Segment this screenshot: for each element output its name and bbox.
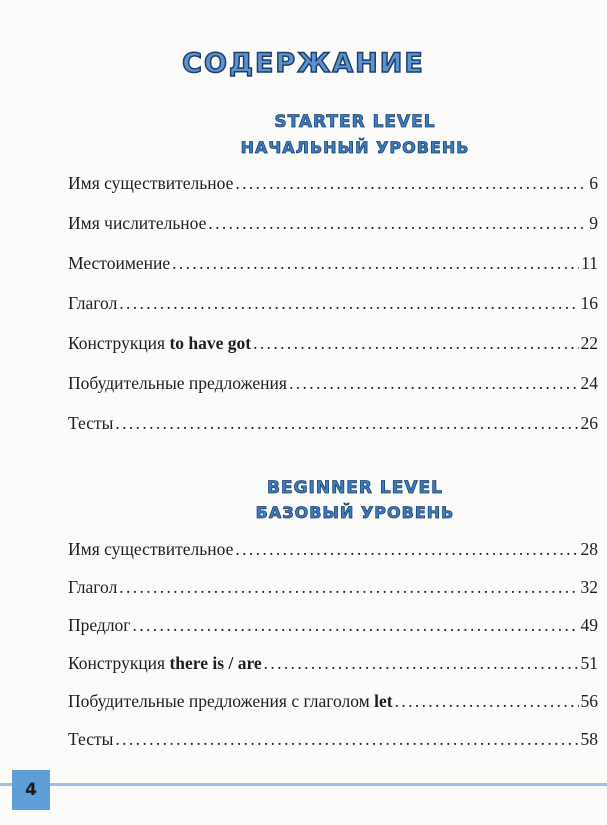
toc-entry-title-text: Имя числительное [68, 213, 207, 233]
toc-entry-row [68, 691, 598, 712]
toc-entry-page-number: 6 [589, 173, 598, 193]
toc-entry-title-text: Побудительные предложения [68, 373, 287, 393]
page-number-badge: 4 [12, 770, 50, 810]
section-2-level-ru: БАЗОВЫЙ УРОВЕНЬ [255, 503, 455, 522]
toc-entry-row [68, 213, 598, 234]
toc-list-starter [68, 168, 598, 438]
toc-entry-title-text: Глагол [68, 577, 118, 597]
toc-leader-dots [115, 729, 578, 750]
toc-entry-title-text: Предлог [68, 615, 131, 635]
toc-leader-dots [133, 615, 579, 636]
toc-entry[interactable] [68, 602, 598, 640]
section-1-level-ru: НАЧАЛЬНЫЙ УРОВЕНЬ [240, 138, 470, 157]
toc-leader-dots [235, 539, 578, 560]
toc-entry-page-number: 11 [581, 253, 598, 273]
toc-entry-page-number: 28 [580, 539, 598, 559]
toc-entry-title-text: Тесты [68, 729, 114, 749]
toc-entry-page-number: 16 [580, 293, 598, 313]
toc-leader-dots [119, 577, 578, 598]
toc-entry-title-text: Местоимение [68, 253, 171, 273]
toc-entry-row [68, 539, 598, 560]
toc-entry[interactable] [68, 534, 598, 564]
toc-entry-page-number: 22 [580, 333, 598, 353]
toc-entry-row [68, 653, 598, 674]
toc-entry-title [68, 413, 113, 434]
toc-entry[interactable] [68, 398, 598, 438]
toc-entry-title [68, 213, 206, 234]
toc-entry[interactable] [68, 238, 598, 278]
toc-leader-dots [395, 691, 579, 712]
toc-entry-title [68, 373, 287, 394]
toc-entry-title [68, 173, 233, 194]
toc-entry[interactable] [68, 640, 598, 678]
toc-leader-dots [208, 213, 587, 234]
toc-entry-row [68, 293, 598, 314]
toc-entry-page-number: 32 [580, 577, 598, 597]
section-1-level-en: STARTER LEVEL [274, 112, 436, 132]
toc-entry[interactable] [68, 564, 598, 602]
toc-entry[interactable] [68, 168, 598, 198]
toc-entry-title [68, 577, 117, 598]
toc-entry-title [68, 293, 117, 314]
toc-entry[interactable] [68, 358, 598, 398]
toc-entry-title [68, 253, 170, 274]
toc-entry-title-text: Побудительные предложения с глаголом [68, 691, 375, 711]
toc-entry-title [68, 729, 113, 750]
toc-list-beginner [68, 534, 598, 754]
toc-entry-title-text: Конструкция [68, 653, 170, 673]
toc-entry-row [68, 253, 598, 274]
toc-entry-title-bold: to have got [169, 333, 252, 353]
toc-entry-title-bold: there is / are [169, 653, 262, 673]
toc-entry-title-text: Глагол [68, 293, 118, 313]
toc-entry-title-text: Тесты [68, 413, 114, 433]
toc-entry-title-text: Конструкция [68, 333, 170, 353]
toc-leader-dots [253, 333, 578, 354]
contents-title: СОДЕРЖАНИЕ [182, 48, 425, 79]
toc-entry-title [68, 539, 233, 560]
toc-entry-page-number: 56 [580, 691, 598, 711]
toc-entry-row [68, 173, 598, 194]
toc-entry-row [68, 333, 598, 354]
toc-entry-page-number: 58 [580, 729, 598, 749]
toc-entry-title-text: Имя существительное [68, 539, 234, 559]
toc-entry-title-bold: let [374, 691, 393, 711]
toc-leader-dots [119, 293, 578, 314]
toc-entry-page-number: 24 [580, 373, 598, 393]
toc-entry-row [68, 729, 598, 750]
toc-entry-row [68, 615, 598, 636]
toc-entry-row [68, 413, 598, 434]
toc-entry-title-text: Имя существительное [68, 173, 234, 193]
toc-entry-title [68, 691, 393, 712]
toc-entry-page-number: 49 [580, 615, 598, 635]
toc-entry-title [68, 653, 262, 674]
toc-entry-page-number: 51 [580, 653, 598, 673]
toc-entry[interactable] [68, 716, 598, 754]
toc-entry[interactable] [68, 318, 598, 358]
section-2-level-en: BEGINNER LEVEL [267, 478, 443, 498]
toc-leader-dots [115, 413, 578, 434]
toc-entry-title [68, 615, 131, 636]
toc-entry[interactable] [68, 198, 598, 238]
toc-leader-dots [264, 653, 579, 674]
toc-entry[interactable] [68, 678, 598, 716]
footer-rule [0, 783, 607, 786]
toc-leader-dots [235, 173, 587, 194]
toc-entry-title [68, 333, 251, 354]
toc-entry[interactable] [68, 278, 598, 318]
toc-leader-dots [289, 373, 579, 394]
toc-entry-row [68, 577, 598, 598]
toc-entry-page-number: 9 [589, 213, 598, 233]
toc-leader-dots [172, 253, 579, 274]
toc-entry-row [68, 373, 598, 394]
toc-entry-page-number: 26 [580, 413, 598, 433]
